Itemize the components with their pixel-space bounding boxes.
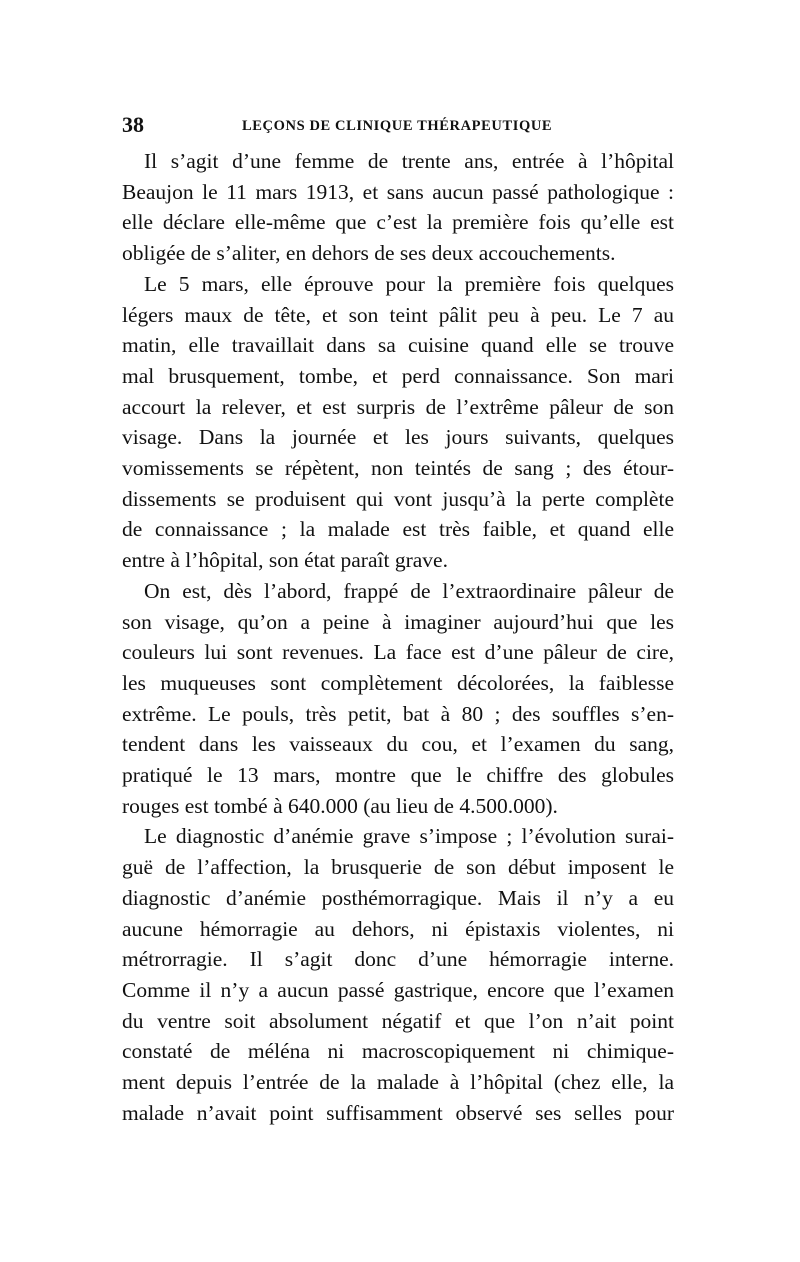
text-line: Comme il n’y a aucun passé gastrique, encore que l’examen [122,977,674,1002]
text-line: malade n’avait point suffisamment observé ses selles pour [122,1100,674,1125]
paragraph-2 [122,269,674,576]
text-line: Le 5 mars, elle éprouve pour la première fois quelques [144,271,674,296]
text-line: de connaissance ; la malade est très faible, et quand elle [122,517,674,542]
text-line: pratiqué le 13 mars, montre que le chiffre des globules [122,763,674,788]
text-line: entre à l’hôpital, son état paraît grave. [122,548,448,573]
text-line: constaté de méléna ni macroscopiquement ni chimique- [122,1039,674,1064]
text-line: Le diagnostic d’anémie grave s’impose ; l’évolution surai- [144,824,674,849]
text-line: dissements se produisent qui vont jusqu’à la perte complète [122,486,674,511]
paragraph-4 [122,821,674,1128]
text-line: guë de l’affection, la brusquerie de son début imposent le [122,855,674,880]
text-line: son visage, qu’on a peine à imaginer aujourd’hui que les [122,609,674,634]
text-line: ment depuis l’entrée de la malade à l’hôpital (chez elle, la [122,1070,674,1095]
text-line: matin, elle travaillait dans sa cuisine quand elle se trouve [122,333,674,358]
text-line: couleurs lui sont revenues. La face est d’une pâleur de cire, [122,640,674,665]
text-line: vomissements se répètent, non teintés de sang ; des étour- [122,456,674,481]
text-line: du ventre soit absolument négatif et que l’on n’ait point [122,1008,674,1033]
text-line: les muqueuses sont complètement décolorées, la faiblesse [122,670,674,695]
text-line: extrême. Le pouls, très petit, bat à 80 ; des souffles s’en- [122,701,674,726]
text-line: rouges est tombé à 640.000 (au lieu de 4.500.000). [122,793,558,818]
paragraph-1 [122,146,674,269]
paragraph-3 [122,576,674,822]
text-line: métrorragie. Il s’agit donc d’une hémorragie interne. [122,947,674,972]
text-line: diagnostic d’anémie posthémorragique. Mais il n’y a eu [122,885,674,910]
text-line: elle déclare elle-même que c’est la première fois qu’elle est [122,210,674,235]
text-line: aucune hémorragie au dehors, ni épistaxis violentes, ni [122,916,674,941]
text-line: mal brusquement, tombe, et perd connaissance. Son mari [122,363,674,388]
text-line: tendent dans les vaisseaux du cou, et l’examen du sang, [122,732,674,757]
body-text [122,146,674,1129]
text-line: On est, dès l’abord, frappé de l’extraordinaire pâleur de [144,578,674,603]
text-line: obligée de s’aliter, en dehors de ses deux accouchements. [122,241,616,266]
text-line: légers maux de tête, et son teint pâlit peu à peu. Le 7 au [122,302,674,327]
text-line: Beaujon le 11 mars 1913, et sans aucun passé pathologique : [122,179,674,204]
text-line: accourt la relever, et est surpris de l’extrême pâleur de son [122,394,674,419]
text-line: Il s’agit d’une femme de trente ans, entrée à l’hôpital [144,149,674,173]
running-head: LEÇONS DE CLINIQUE THÉRAPEUTIQUE [242,118,553,134]
page-number: 38 [122,112,144,137]
text-line: visage. Dans la journée et les jours suivants, quelques [122,425,674,450]
